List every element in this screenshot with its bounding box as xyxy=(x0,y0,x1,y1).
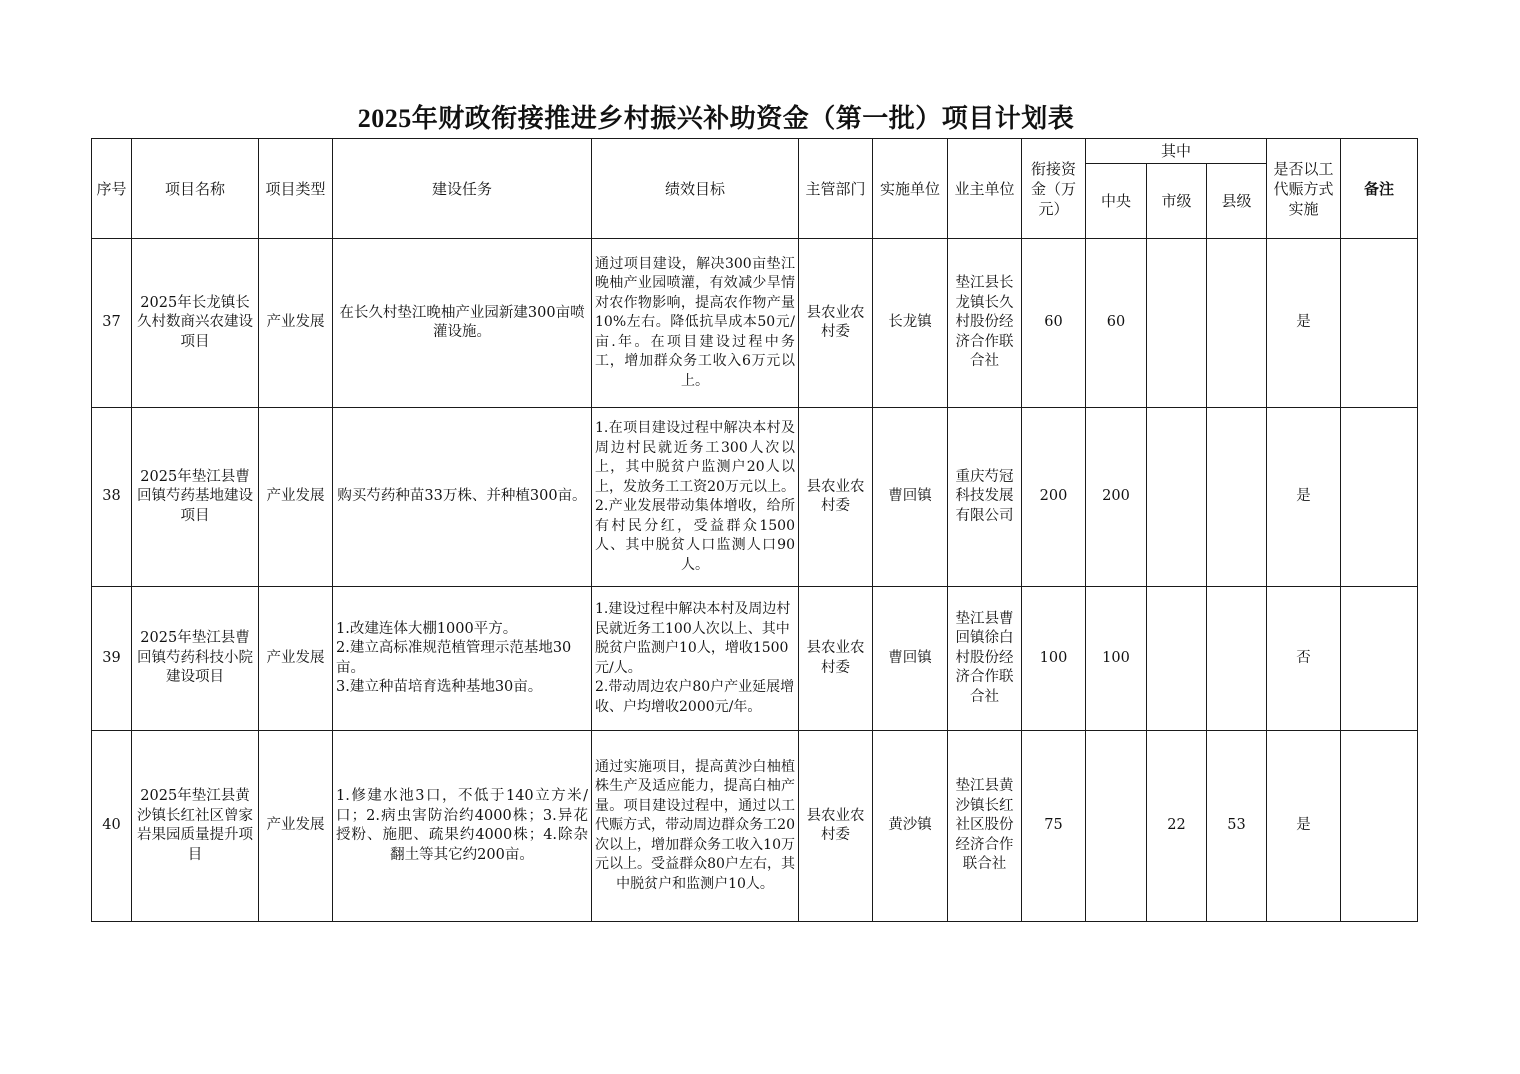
header-implementing-unit: 实施单位 xyxy=(873,139,948,239)
header-project-name: 项目名称 xyxy=(132,139,259,239)
cell-seq: 38 xyxy=(92,408,132,587)
cell-central xyxy=(1086,731,1147,922)
cell-fund: 200 xyxy=(1022,408,1086,587)
header-construction-task: 建设任务 xyxy=(333,139,592,239)
task-line: 3.建立种苗培育选种基地30亩。 xyxy=(336,679,543,695)
cell-project-name: 2025年垫江县曹回镇芍药基地建设项目 xyxy=(132,408,259,587)
cell-competent-dept: 县农业农村委 xyxy=(799,731,873,922)
cell-implementing-unit: 曹回镇 xyxy=(873,587,948,731)
cell-work-relief: 是 xyxy=(1267,239,1341,408)
project-plan-table xyxy=(91,138,1418,922)
cell-project-name: 2025年长龙镇长久村数商兴农建设项目 xyxy=(132,239,259,408)
cell-performance-goal: 1.在项目建设过程中解决本村及周边村民就近务工300人次以上，其中脱贫户监测户20人以上，发放务工工资20万元以上。2.产业发展带动集体增收，给所有村民分红，受益群众1500人、其中脱贫人口监测人口90人。 xyxy=(592,408,799,587)
cell-work-relief: 是 xyxy=(1267,731,1341,922)
cell-remark xyxy=(1341,731,1418,922)
header-row-top xyxy=(92,139,1418,164)
cell-central: 200 xyxy=(1086,408,1147,587)
table-row xyxy=(92,587,1418,731)
cell-construction-task: 购买芍药种苗33万株、并种植300亩。 xyxy=(333,408,592,587)
cell-owner-unit: 垫江县曹回镇徐白村股份经济合作联合社 xyxy=(948,587,1022,731)
cell-owner-unit: 垫江县长龙镇长久村股份经济合作联合社 xyxy=(948,239,1022,408)
table-row xyxy=(92,239,1418,408)
header-work-relief: 是否以工代赈方式实施 xyxy=(1267,139,1341,239)
cell-project-name: 2025年垫江县黄沙镇长红社区曾家岩果园质量提升项目 xyxy=(132,731,259,922)
cell-owner-unit: 重庆芍冠科技发展有限公司 xyxy=(948,408,1022,587)
cell-fund: 75 xyxy=(1022,731,1086,922)
cell-remark xyxy=(1341,408,1418,587)
cell-implementing-unit: 长龙镇 xyxy=(873,239,948,408)
header-performance-goal: 绩效目标 xyxy=(592,139,799,239)
cell-owner-unit: 垫江县黄沙镇长红社区股份经济合作联合社 xyxy=(948,731,1022,922)
cell-construction-task: 在长久村垫江晚柚产业园新建300亩喷灌设施。 xyxy=(333,239,592,408)
header-county: 县级 xyxy=(1207,164,1267,239)
cell-seq: 40 xyxy=(92,731,132,922)
cell-county xyxy=(1207,239,1267,408)
cell-seq: 39 xyxy=(92,587,132,731)
task-line: 1.改建连体大棚1000平方。 xyxy=(336,620,518,637)
page-title: 2025年财政衔接推进乡村振兴补助资金（第一批）项目计划表 xyxy=(357,104,1075,133)
cell-central: 60 xyxy=(1086,239,1147,408)
cell-competent-dept: 县农业农村委 xyxy=(799,587,873,731)
cell-fund: 100 xyxy=(1022,587,1086,731)
cell-seq: 37 xyxy=(92,239,132,408)
cell-county xyxy=(1207,587,1267,731)
cell-city: 22 xyxy=(1147,731,1207,922)
cell-county xyxy=(1207,408,1267,587)
cell-fund: 60 xyxy=(1022,239,1086,408)
header-central: 中央 xyxy=(1086,164,1147,239)
task-line: 2.建立高标准规范植管理示范基地30亩。 xyxy=(336,640,572,676)
cell-implementing-unit: 曹回镇 xyxy=(873,408,948,587)
header-of-which: 其中 xyxy=(1086,139,1267,164)
cell-city xyxy=(1147,408,1207,587)
cell-work-relief: 否 xyxy=(1267,587,1341,731)
table-row xyxy=(92,408,1418,587)
header-project-type: 项目类型 xyxy=(259,139,333,239)
cell-work-relief: 是 xyxy=(1267,408,1341,587)
header-fund: 衔接资金（万元） xyxy=(1022,139,1086,239)
cell-central: 100 xyxy=(1086,587,1147,731)
goal-line: 1.建设过程中解决本村及周边村民就近务工100人次以上、其中脱贫户监测户10人，增收1500元/人。 xyxy=(595,601,791,676)
cell-competent-dept: 县农业农村委 xyxy=(799,408,873,587)
cell-performance-goal: 通过项目建设，解决300亩垫江晚柚产业园喷灌，有效减少旱情对农作物影响，提高农作物产量10%左右。降低抗旱成本50元/亩.年。在项目建设过程中务工，增加群众务工收入6万元以上。 xyxy=(592,239,799,408)
cell-city xyxy=(1147,239,1207,408)
table-row xyxy=(92,731,1418,922)
cell-project-type: 产业发展 xyxy=(259,731,333,922)
cell-city xyxy=(1147,587,1207,731)
header-owner-unit: 业主单位 xyxy=(948,139,1022,239)
cell-remark xyxy=(1341,587,1418,731)
header-seq: 序号 xyxy=(92,139,132,239)
cell-construction-task xyxy=(333,587,592,731)
cell-performance-goal xyxy=(592,587,799,731)
header-remark: 备注 xyxy=(1341,139,1418,239)
cell-project-type: 产业发展 xyxy=(259,408,333,587)
cell-performance-goal: 通过实施项目，提高黄沙白柚植株生产及适应能力，提高白柚产量。项目建设过程中，通过以工代赈方式，带动周边群众务工20次以上，增加群众务工收入10万元以上。受益群众80户左右，其中脱贫户和监测户10人。 xyxy=(592,731,799,922)
goal-line: 2.带动周边农户80户产业延展增收、户均增收2000元/年。 xyxy=(595,679,795,715)
header-city: 市级 xyxy=(1147,164,1207,239)
cell-project-name: 2025年垫江县曹回镇芍药科技小院建设项目 xyxy=(132,587,259,731)
cell-county: 53 xyxy=(1207,731,1267,922)
cell-project-type: 产业发展 xyxy=(259,239,333,408)
cell-competent-dept: 县农业农村委 xyxy=(799,239,873,408)
header-competent-dept: 主管部门 xyxy=(799,139,873,239)
cell-implementing-unit: 黄沙镇 xyxy=(873,731,948,922)
cell-project-type: 产业发展 xyxy=(259,587,333,731)
cell-remark xyxy=(1341,239,1418,408)
cell-construction-task: 1.修建水池3口，不低于140立方米/口；2.病虫害防治约4000株；3.异花授粉、施肥、疏果约4000株；4.除杂翻土等其它约200亩。 xyxy=(333,731,592,922)
